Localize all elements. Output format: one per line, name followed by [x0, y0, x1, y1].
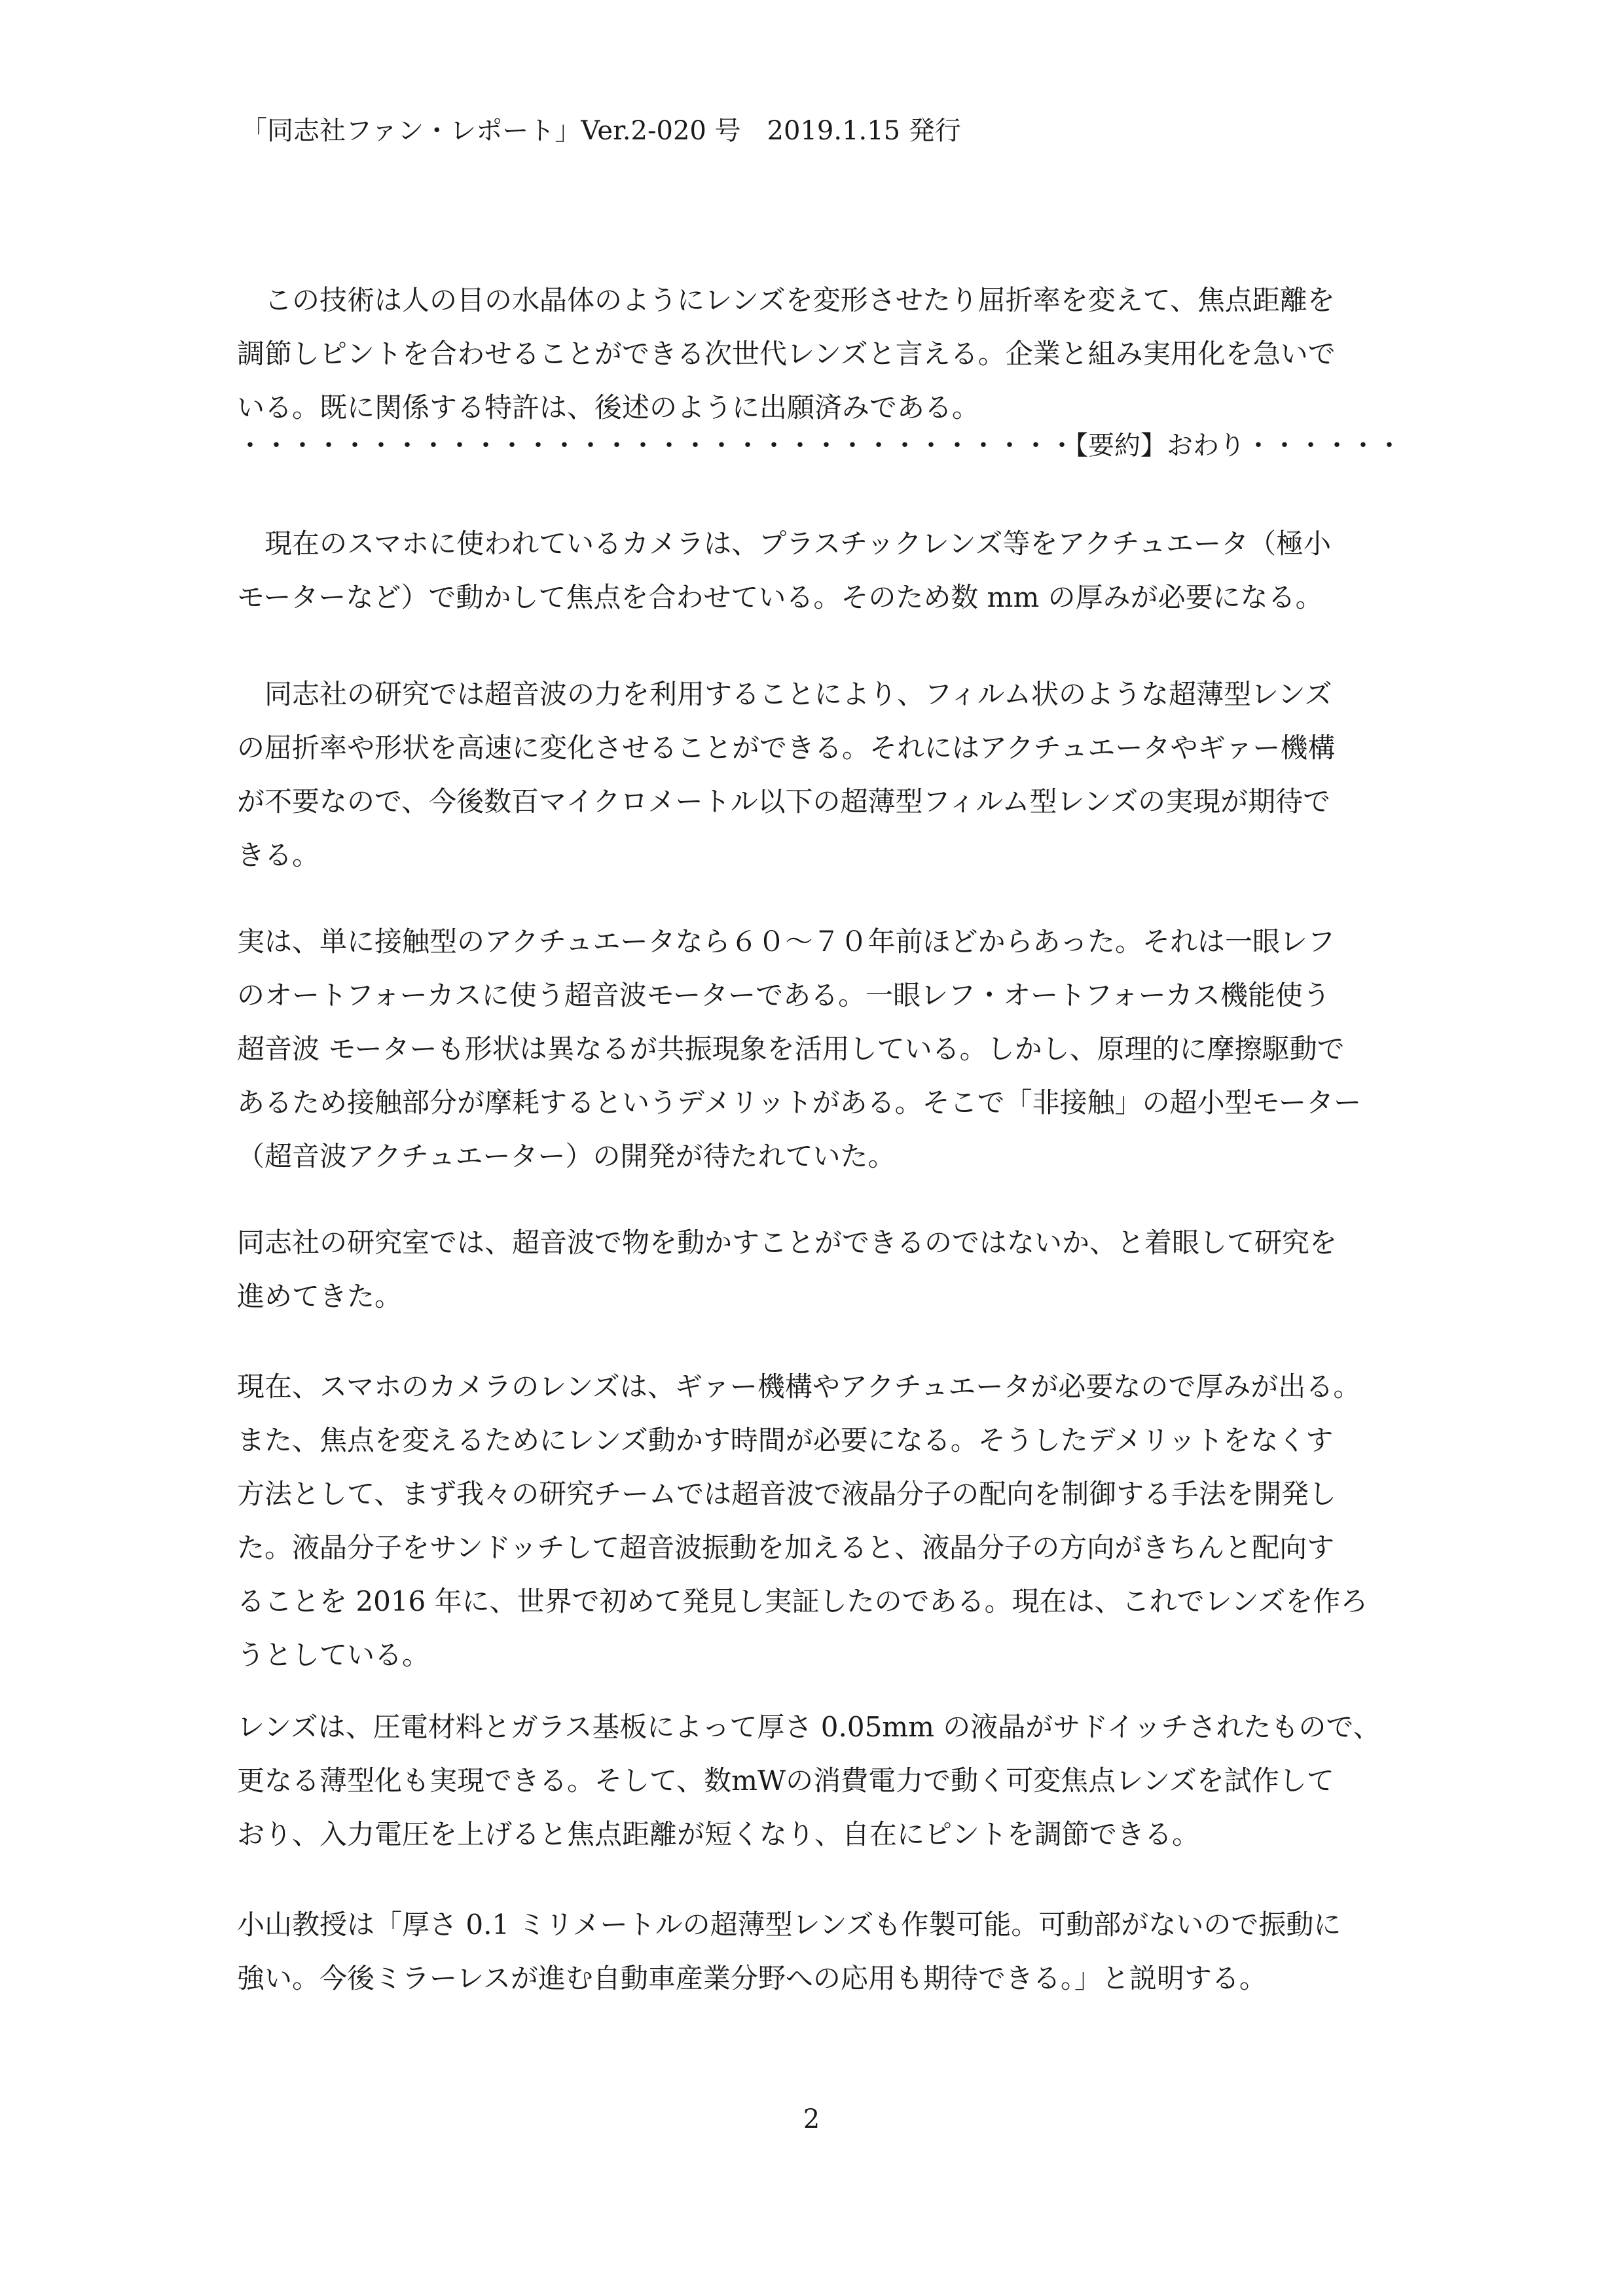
paragraph-line: 方法として、まず我々の研究チームでは超音波で液晶分子の配向を制御する手法を開発し: [237, 1478, 1337, 1510]
paragraph-line: の屈折率や形状を高速に変化させることができる。それにはアクチュエータやギァー機構: [237, 732, 1336, 764]
paragraph-line: この技術は人の目の水晶体のようにレンズを変形させたり屈折率を変えて、焦点距離を: [237, 284, 1335, 316]
paragraph-professor-quote: [237, 1898, 1402, 2005]
paragraph-line: 実は、単に接触型のアクチュエータなら６０〜７０年前ほどからあった。それは一眼レフ: [237, 925, 1336, 958]
paragraph-line: 更なる薄型化も実現できる。そして、数mWの消費電力で動く可変焦点レンズを試作して: [237, 1765, 1334, 1797]
paragraph-line: 強い。今後ミラーレスが進む自動車産業分野への応用も期待できる。」と説明する。: [237, 1962, 1267, 1994]
paragraph-line: 同志社の研究室では、超音波で物を動かすことができるのではないか、と着眼して研究を: [237, 1227, 1338, 1259]
paragraph-line: 超音波 モーターも形状は異なるが共振現象を活用している。しかし、原理的に摩擦駆動で: [237, 1033, 1345, 1065]
paragraph-line: 進めてきた。: [237, 1280, 403, 1312]
paragraph-line: た。液晶分子をサンドッチして超音波振動を加えると、液晶分子の方向がきちんと配向す: [237, 1532, 1335, 1564]
paragraph-line: のオートフォーカスに使う超音波モーターである。一眼レフ・オートフォーカス機能使う: [237, 979, 1330, 1011]
paragraph-line: （超音波アクチュエーター）の開発が待たれていた。: [237, 1140, 896, 1172]
paragraph-line: 小山教授は「厚さ 0.1 ミリメートルの超薄型レンズも作製可能。可動部がないので振動に: [237, 1909, 1341, 1941]
paragraph-liquid-crystal: [237, 1360, 1402, 1682]
paragraph-smartphone-camera: [237, 517, 1402, 624]
paragraph-line: うとしている。: [237, 1639, 430, 1671]
paragraph-lens-structure: [237, 1700, 1402, 1861]
paragraph-summary: [237, 274, 1402, 435]
paragraph-line: が不要なので、今後数百マイクロメートル以下の超薄型フィルム型レンズの実現が期待で: [237, 785, 1331, 817]
paragraph-line: おり、入力電圧を上げると焦点距離が短くなり、自在にピントを調節できる。: [237, 1818, 1200, 1850]
paragraph-line: 同志社の研究では超音波の力を利用することにより、フィルム状のような超薄型レンズ: [237, 678, 1332, 710]
paragraph-line: 現在のスマホに使われているカメラは、プラスチックレンズ等をアクチュエータ（極小: [237, 528, 1331, 560]
document-header: 「同志社ファン・レポート」Ver.2-020 号 2019.1.15 発行: [241, 116, 961, 146]
paragraph-line: いる。既に関係する特許は、後述のように出願済みである。: [237, 391, 980, 423]
paragraph-line: きる。: [237, 839, 320, 871]
paragraph-line: ることを 2016 年に、世界で初めて発見し実証したのである。現在は、これでレンズを作ろ: [237, 1585, 1368, 1617]
paragraph-line: 調節しピントを合わせることができる次世代レンズと言える。企業と組み実用化を急いで: [237, 338, 1336, 370]
paragraph-line: レンズは、圧電材料とガラス基板によって厚さ 0.05mm の液晶がサドイッチされたもので、: [237, 1711, 1381, 1743]
paragraph-line: あるため接触部分が摩耗するというデメリットがある。そこで「非接触」の超小型モーター: [237, 1086, 1361, 1119]
paragraph-line: モーターなど）で動かして焦点を合わせている。そのため数 mm の厚みが必要になる。: [237, 581, 1323, 613]
paragraph-line: 現在、スマホのカメラのレンズは、ギァー機構やアクチュエータが必要なので厚みが出る。: [237, 1371, 1361, 1403]
paragraph-research-lab: [237, 1216, 1402, 1323]
summary-end-marker: ・・・・・・・・・・・・・・・・・・・・・・・・・・・・・・・・【要約】おわり・・・・・・: [237, 431, 1402, 461]
page-number: 2: [803, 2104, 820, 2134]
paragraph-ultrasonic-motor: [237, 915, 1402, 1183]
paragraph-line: また、焦点を変えるためにレンズ動かす時間が必要になる。そうしたデメリットをなくす: [237, 1424, 1334, 1456]
paragraph-doshisha-research: [237, 668, 1402, 882]
